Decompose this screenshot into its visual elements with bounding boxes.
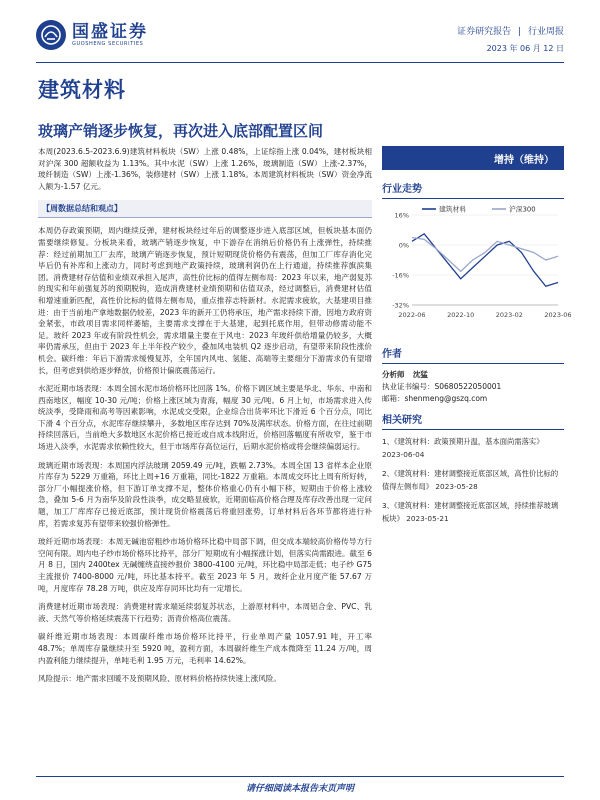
y-tick-label: -16% xyxy=(392,271,409,280)
email-row xyxy=(382,393,564,405)
legend-label: 沪深300 xyxy=(509,205,536,214)
carbon-paragraph: 碳纤维近期市场表现：本周碳纤维市场价格环比持平，行业单周产量 1057.91 吨，开工率 48.7%；单周库存量继续升至 5920 吨，盈利方面，本周碳纤维生产成本微降至 11.24 万/吨，周内盈利能力继续提升，单吨毛利 1.95 万元，毛利率 14.62%。 xyxy=(38,632,372,665)
summary-section-header: 【周数据总结和观点】 xyxy=(38,200,372,218)
page-header xyxy=(0,0,600,62)
related-item[interactable] xyxy=(382,500,564,525)
decor-paragraph: 消费建材近期市场表现：消费建材需求端延续弱复苏状态，上游原材料中，本周铝合金、PVC、乳液、天然气等价格延续震荡下行趋势；沥青价格高位震荡。 xyxy=(38,602,372,623)
analyst-row xyxy=(382,369,564,381)
report-body xyxy=(38,146,372,685)
trend-heading: 行业走势 xyxy=(382,180,564,199)
fiber-paragraph: 玻纤近期市场表现：本周无碱池窑粗纱市场价格环比稳中局部下调，但交成本端较高价格传导方行空间有限。周内电子纱市场价格环比持平，部分厂短期成有小幅探涨计划，但落实尚需跟进。截至 6 月 8 日，国内 2400tex 无碱缠绕直接纱报价 3800-4100 元/吨，环比稳中局部走低；电子纱 G75 主流报价 7400-8000 元/吨，环比基本持平。截至 2023 年 5 月，玻纤企业月度产能 57.67 万吨，月度库存 78.28 万吨，供应及库存同环比均有一定增长。 xyxy=(38,537,372,593)
related-item[interactable] xyxy=(382,468,564,493)
header-divider xyxy=(36,62,564,63)
cement-paragraph: 水泥近期市场表现：本周全国水泥市场价格环比回落 1%。价格下调区域主要是华北、华东、中南和西南地区，幅度 10-30 元/吨；价格上涨区域为青海，幅度 30 元/吨。6 月上旬，市场需求进入传统淡季，受降雨和高考等因素影响，水泥成交受限，企业综合出货率环比下滑近 6 个百分点，同比下滑 4 个百分点，水泥库存继续攀升，多数地区库存达到 70%及满库状态。价格方面，在往过前期持续回落后，当前绝大多数地区水泥价格已接近或自成本线附近，价格回落幅度有所收窄，鉴于市场进入淡季，水泥需求依赖性较大，但于市场库存高位运行，后期水泥价格或将会继续偏弱运行。 xyxy=(38,384,372,452)
analyst-name: 沈猛 xyxy=(412,370,428,379)
related-item-date: 2023-05-21 xyxy=(406,513,449,523)
report-headline: 玻璃产销逐步恢复，再次进入底部配置区间 xyxy=(38,122,324,140)
logo-emblem-icon xyxy=(36,20,66,50)
view-paragraph: 本周仍存政策预期，周内继续反弹，建材板块经过年后的调整逐步进入底部区域，但板块基本面仍需要继续修复。分板块来看，玻璃产销逐步恢复，中下游存在消纳后价格仍有上涨弹性，持续推荐：经过前期加工厂去库，玻璃产销逐步恢复，预计短期现货价格仍有震荡，但加工厂库存消化完毕后仍有补库和上涨动力，同时考虑到地产政策持续，玻璃利润仍在上行通道，持续推荐旗滨集团。消费建材存估值和业绩双承担入尾声，高性价比标的值得左侧布局：2023 年以来，地产弱复苏的现实和年前强复苏的预期脱钩，造成消费建材业绩预期和估值双杀，经过调整后，消费建材估值和增速重新匹配，高性价比标的值得左侧布局，重点推荐志特新材。水泥需求疲软，大基建项目推进：由于当前地产拿地数据仍较差，2023 年的新开工仍将承压，地产需求持续下滑，因地方政府资金紧张，市政项目需求同样萎缩，主要需求支撑在于大基建，起到托底作用，但带动修需动能不足。玻纤 2023 年或有阶段性机会，需求增量主要在于风电：2023 年玻纤供给增量仍较多，大概率仍需承压，但由于 2023 年上半年投产较少，叠加风电装机 Q2 逐步启动，有望带来阶段性涨价机会。碳纤维：年后下游需求缓慢复苏，全年国内风电、氢能、高端等主要细分下游需求仍有望增长，但考虑到供给逐步释放，价格预计偏底震荡运行。 xyxy=(38,226,372,375)
series-line-2 xyxy=(412,238,558,272)
x-tick-label: 2022-10 xyxy=(447,311,475,319)
report-kind: 行业周报 xyxy=(527,27,564,37)
trend-chart xyxy=(382,201,572,335)
related-item-title[interactable]: 3、《建筑材料：建材调整接近底部区域，持续推荐玻璃板块》 xyxy=(382,501,559,523)
company-logo xyxy=(36,20,148,50)
y-tick-label: 16% xyxy=(394,211,409,220)
legend-label: 建筑材料 xyxy=(439,205,467,214)
license-row xyxy=(382,381,564,393)
logo-name-en: GUOSHENG SECURITIES xyxy=(72,40,144,47)
email-link[interactable]: shenmeng@gszq.com xyxy=(404,394,488,403)
related-item[interactable] xyxy=(382,436,564,461)
x-tick-label: 2023-02 xyxy=(495,311,523,319)
trend-chart-svg xyxy=(382,201,572,331)
series-line-1 xyxy=(412,234,558,286)
y-tick-label: 0% xyxy=(398,241,409,250)
x-tick-label: 2022-06 xyxy=(398,311,426,319)
analyst-label: 分析师 xyxy=(382,370,405,379)
logo-name-cn: 国盛证券 xyxy=(72,21,148,42)
author-heading: 作者 xyxy=(382,345,564,364)
email-label: 邮箱： xyxy=(382,394,405,403)
sidebar xyxy=(382,146,572,533)
related-item-title[interactable]: 2、《建筑材料：建材调整接近底部区域，高性价比标的值得左侧布局》 xyxy=(382,469,559,491)
report-meta xyxy=(453,24,564,54)
report-type: 证券研究报告 xyxy=(457,27,512,37)
rating-badge: 增持（维持） xyxy=(382,146,564,170)
industry-title: 建筑材料 xyxy=(38,78,126,102)
report-date: 2023 年 06 月 12 日 xyxy=(486,44,564,53)
related-list xyxy=(382,436,564,526)
license-label: 执业证书编号： xyxy=(382,382,435,391)
glass-paragraph: 玻璃近期市场表现：本周国内浮法玻璃 2059.49 元/吨，跌幅 2.73%。本周全国 13 省样本企业原片库存为 5229 万重箱，环比上周+16 万重箱，同比-1822 万重箱。本周成交环比上周有所好转，部分厂小幅提涨价格，但下游订单支撑不足，整体价格重心仍有小幅下移，短期由于价格上涨较急，叠加 5-6 月为南华及阶段性淡季，成交略显疲软，近期面临高价格合理及库存改善出现一定问题，加工厂库库存已接近底部，预计现货价格震荡后将重回涨势，订单材料后各环节都将进行补库，若需求复苏有望带来较强价格弹性。 xyxy=(38,460,372,528)
meta-separator: | xyxy=(518,27,522,37)
footer-divider xyxy=(36,776,564,777)
license-number: S0680522050001 xyxy=(434,382,502,391)
related-item-date: 2023-05-28 xyxy=(435,481,478,491)
risk-paragraph: 风险提示：地产需求回暖不及预期风险、原材料价格持续快速上涨风险。 xyxy=(38,674,281,684)
intro-paragraph: 本周(2023.6.5-2023.6.9)建筑材料板块（SW）上涨 0.48%，上证综指上涨 0.04%，建材板块相对沪深 300 超额收益为 1.13%。其中水泥（SW）上涨 1.26%，玻璃制造（SW）上涨-2.37%，玻纤制造（SW）上涨-1.36%，装修建材（SW）上涨 1.18%。本周建筑材料板块（SW）资金净流入额为-1.57 亿元。 xyxy=(38,147,372,191)
x-tick-label: 2023-06 xyxy=(544,311,572,319)
related-heading: 相关研究 xyxy=(382,411,564,430)
related-item-title[interactable]: 1、《建筑材料：政策预期升温，基本面尚需落实》 xyxy=(382,437,544,446)
footer-disclaimer: 请仔细阅读本报告末页声明 xyxy=(245,784,354,794)
y-tick-label: -32% xyxy=(392,301,409,310)
related-item-date: 2023-06-04 xyxy=(382,449,425,459)
